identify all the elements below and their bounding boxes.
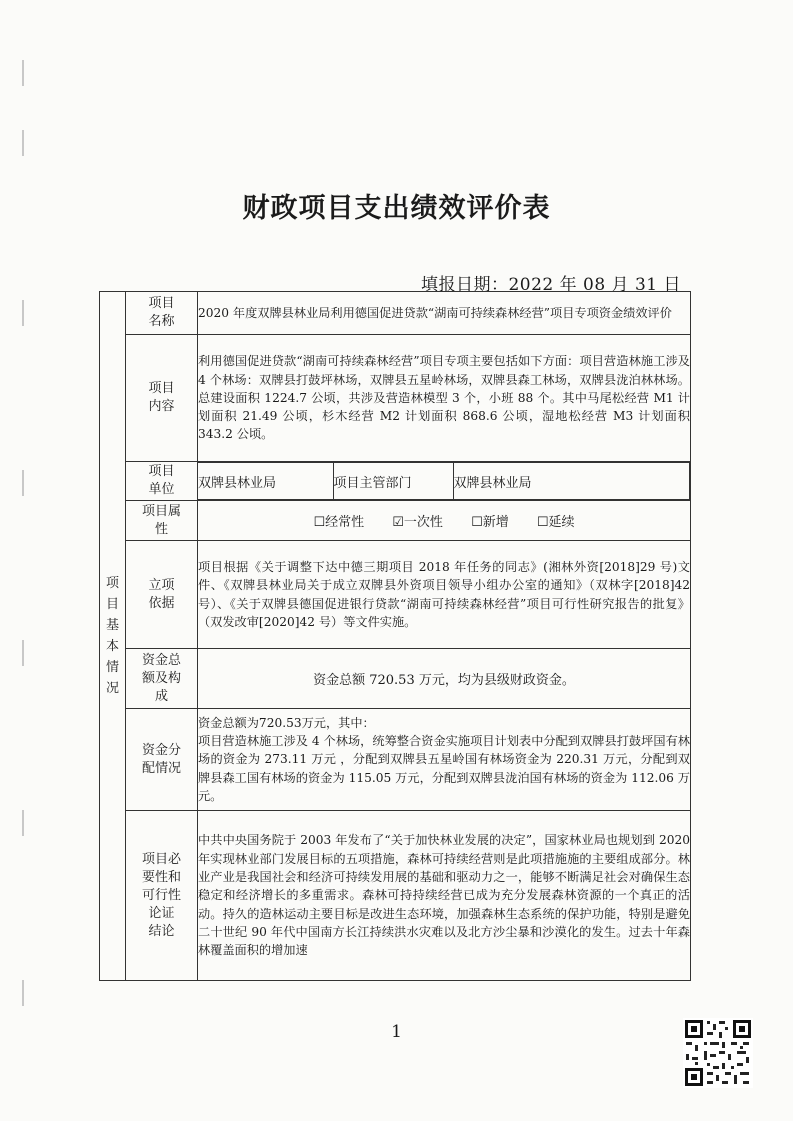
evaluation-table bbox=[99, 291, 691, 981]
checkbox-unchecked-icon: ☐ bbox=[313, 515, 326, 530]
value-fund-total: 资金总额 720.53 万元，均为县级财政资金。 bbox=[198, 649, 691, 709]
value-fund-allocation: 资金总额为720.53万元，其中： 项目营造林施工涉及 4 个林场，统筹整合资金实施项目计划表中分配到双牌县打鼓坪国有林场的资金为 273.11 万元 ，分配到双牌县五星岭国有林场资金为 220.31 万元，分配到双牌县森工国有林场的资金为 115.05 万元，分配到双牌县泷泊国有林场的资金为 112.06 万元。 bbox=[198, 709, 691, 811]
value-project-basis: 项目根据《关于调整下达中德三期项目 2018 年任务的同志》(湘林外资[2018]29 号)文件、《双牌县林业局关于成立双牌县外资项目领导小组办公室的通知》（双林字[2018]42 号）、《关于双牌县德国促进银行贷款“湖南可持续森林经营”项目可行性研究报告的批复》（双发改审[2020]42 号）等文件实施。 bbox=[198, 541, 691, 649]
page-number: 1 bbox=[391, 1022, 402, 1042]
row-project-name bbox=[100, 292, 691, 335]
label-project-content: 项目 内容 bbox=[126, 335, 198, 462]
label-dept: 项目主管部门 bbox=[333, 463, 453, 500]
option-regular[interactable]: ☐经常性 bbox=[313, 515, 365, 530]
row-necessity bbox=[100, 811, 691, 981]
margin-mark bbox=[22, 130, 24, 156]
value-project-unit: 双牌县林业局 bbox=[198, 463, 333, 500]
label-fund-allocation: 资金分 配情况 bbox=[126, 709, 198, 811]
page-title: 财政项目支出绩效评价表 bbox=[242, 193, 551, 224]
value-dept: 双牌县林业局 bbox=[453, 463, 690, 500]
value-project-content: 利用德国促进贷款“湖南可持续森林经营”项目专项主要包括如下方面：项目营造林施工涉及 4 个林场：双牌县打鼓坪林场，双牌县五星岭林场，双牌县森工林场，双牌县泷泊林林场。总建设面积 1224.7 公顷，共涉及营造林模型 3 个，小班 88 个。其中马尾松经营 M1 计划面积 21.49 公顷，杉木经营 M2 计划面积 868.6 公顷，湿地松经营 M3 计划面积 343.2 公顷。 bbox=[198, 335, 691, 462]
row-project-content bbox=[100, 335, 691, 462]
label-necessity: 项目必 要性和 可行性 论证 结论 bbox=[126, 811, 198, 981]
label-project-attr: 项目属 性 bbox=[126, 501, 198, 541]
label-fund-total: 资金总 额及构 成 bbox=[126, 649, 198, 709]
margin-mark bbox=[22, 60, 24, 86]
margin-mark bbox=[22, 300, 24, 326]
row-project-attr bbox=[100, 501, 691, 541]
checkbox-checked-icon: ☑ bbox=[392, 515, 404, 530]
section-label: 项 目 基 本 情 况 bbox=[100, 292, 126, 981]
row-fund-total bbox=[100, 649, 691, 709]
value-project-name: 2020 年度双牌县林业局利用德国促进贷款“湖南可持续森林经营”项目专项资金绩效评价 bbox=[198, 292, 691, 335]
checkbox-unchecked-icon: ☐ bbox=[536, 515, 549, 530]
option-continued[interactable]: ☐延续 bbox=[536, 515, 575, 530]
label-project-basis: 立项 依据 bbox=[126, 541, 198, 649]
attr-options bbox=[198, 501, 691, 541]
option-new[interactable]: ☐新增 bbox=[471, 515, 509, 530]
margin-mark bbox=[22, 470, 24, 496]
checkbox-unchecked-icon: ☐ bbox=[471, 515, 483, 530]
row-fund-allocation bbox=[100, 709, 691, 811]
label-project-unit: 项目 单位 bbox=[126, 462, 198, 501]
margin-mark bbox=[22, 980, 24, 1006]
label-project-name: 项目 名称 bbox=[126, 292, 198, 335]
margin-mark bbox=[22, 640, 24, 666]
fill-date: 填报日期：2022 年 08 月 31 日 bbox=[420, 275, 681, 295]
row-project-basis bbox=[100, 541, 691, 649]
value-necessity: 中共中央国务院于 2003 年发布了“关于加快林业发展的决定”，国家林业局也规划到 2020 年实现林业部门发展目标的五项措施，森林可持续经营则是此项措施施的主要组成部分。林业产业是我国社会和经济可持续发用展的基础和驱动力之一，能够不断满足社会对确保生态稳定和经济增长的多重需求。森林可持持续经营已成为充分发展森林资源的一个真正的活动。持久的造林运动主要目标是改进生态环境，加强森林生态系统的保护功能，特别是避免二十世纪 90 年代中国南方长江持续洪水灾难以及北方沙尘暴和沙漠化的发生。过去十年森林覆盖面积的增加速 bbox=[198, 811, 691, 981]
qr-code-icon bbox=[683, 1018, 753, 1088]
option-one-time[interactable]: ☑一次性 bbox=[392, 515, 443, 530]
margin-mark bbox=[22, 810, 24, 836]
row-project-unit bbox=[100, 462, 691, 501]
